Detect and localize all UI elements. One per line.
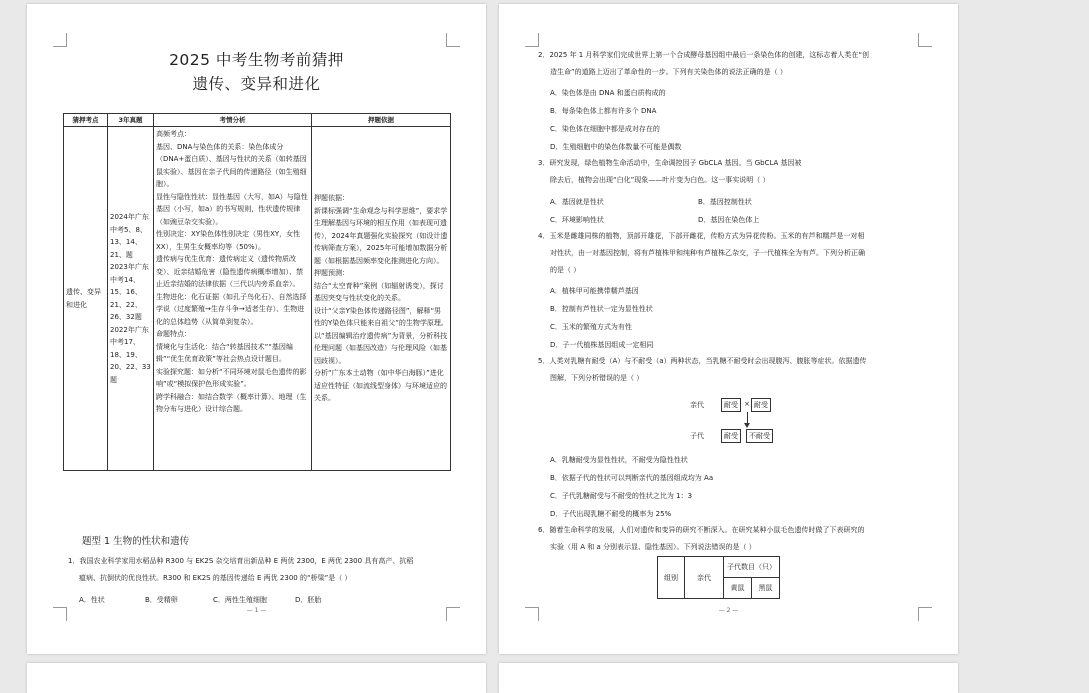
- crop-mark: [446, 33, 460, 47]
- table-header: 考情分析: [154, 114, 312, 127]
- option-c: C．子代乳糖耐受与不耐受的性状之比为 1：3: [550, 492, 693, 500]
- document-title: 2025 中考生物考前猜押: [169, 51, 344, 69]
- child-1-box: 耐受: [721, 429, 741, 443]
- option-c: C．玉米的繁殖方式为有性: [550, 323, 632, 331]
- option-d: D．胚胎: [295, 596, 322, 604]
- option-b: B．受精卵: [145, 596, 178, 604]
- option-d: D．子代出现乳糖不耐受的概率为 25%: [550, 510, 672, 518]
- crop-mark: [918, 33, 932, 47]
- option-b: B．控制有芦性状一定为显性性状: [550, 305, 653, 313]
- question-3-line-2: 除去后，植物会出现“白化”现象——叶片变为白色。这一事实说明（ ）: [550, 176, 770, 184]
- question-2-line-1: 2．2025 年 1 月科学家们完成世界上第一个合成酵母基因组中最后一条染色体的创建，这标志着人类在“创: [538, 51, 870, 59]
- option-a: A．基因就是性状: [550, 198, 604, 206]
- option-a: A．性状: [79, 596, 105, 604]
- table-header: 子代数目（只）: [724, 557, 780, 578]
- question-5-line-2: 图解，下列分析错误的是（ ）: [550, 374, 644, 382]
- table-header: 黑鼠: [752, 578, 780, 599]
- option-d: D．基因在染色体上: [698, 216, 760, 224]
- question-6-line-1: 6．随着生命科学的发展，人们对遗传和变异的研究不断深入。在研究某种小鼠毛色遗传时做了下表研究的: [538, 526, 865, 534]
- parent-1-box: 耐受: [721, 398, 741, 412]
- option-a: A．染色体是由 DNA 和蛋白质构成的: [550, 89, 666, 97]
- question-2-line-2: 造生命”的道路上迈出了革命性的一步。下列有关染色体的说法正确的是（ ）: [550, 68, 787, 76]
- document-page-3: [27, 663, 486, 693]
- table-header: 亲代: [685, 557, 724, 599]
- option-d: D．生殖细胞中的染色体数量不可能是偶数: [550, 143, 682, 151]
- question-1-line-2: 瘟病、抗倒伏的优良性状。R300 和 EK2S 的基因传递给 E 两优 2300 的“桥梁”是（ ）: [79, 574, 352, 582]
- table-cell-topic: 遗传、变异和进化: [64, 127, 108, 471]
- question-6-line-2: 实验（用 A 和 a 分别表示显、隐性基因）。下列说法错误的是（ ）: [550, 543, 756, 551]
- parent-2-box: 耐受: [751, 398, 771, 412]
- page-number: — 1 —: [246, 607, 267, 614]
- table-header: 猜押考点: [64, 114, 108, 127]
- section-heading: 题型 1 生物的性状和遗传: [82, 536, 190, 547]
- option-d: D．子一代植株基因组成一定相同: [550, 341, 654, 349]
- question-4-line-2: 对性状，由一对基因控制，将有芦植株甲和纯种有芦植株乙杂交，子一代植株全为有芦。下列分析正确: [550, 249, 865, 257]
- cross-symbol: ×: [744, 400, 750, 408]
- question-4-line-3: 的是（ ）: [550, 266, 581, 274]
- mouse-experiment-table: [657, 556, 780, 599]
- child-2-box: 不耐受: [746, 429, 773, 443]
- question-4-line-1: 4．玉米是雌雄同株的植物，顶部开雄花，下部开雌花，传粉方式为异花传粉。玉米的有芦和糯芦是一对相: [538, 232, 865, 240]
- option-b: B．基因控制性状: [698, 198, 752, 206]
- document-subtitle: 遗传、变异和进化: [192, 75, 321, 93]
- option-b: B．依据子代的性状可以判断亲代的基因组成均为 Aa: [550, 474, 714, 482]
- option-c: C．两性生殖细胞: [213, 596, 267, 604]
- crop-mark: [525, 33, 539, 47]
- option-c: C．染色体在细胞中都是成对存在的: [550, 125, 660, 133]
- table-header: 押题依据: [312, 114, 451, 127]
- table-cell-analysis: 高频考点： 基因、DNA与染色体的关系：染色体成分（DNA+蛋白质）、基因与性状的关系（如转基因鼠实验）、基因在亲子代间的传递路径（如生殖细胞）。 显性与隐性性状：显性基因（大写，如A）与隐性基因（小写，如a）的书写规则，性状遗传规律（如豌豆杂交实验）。 性别决定：XY染色体性别决定（男性XY，女性XX），生男生女概率均等（50%）。 遗传病与优生优育：遗传病定义（遗传物质改变）、近亲结婚危害（隐性遗传病概率增加）、禁止近亲结婚的法律依据（三代以内旁系血亲）。 生物进化：化石证据（如孔子鸟化石）、自然选择学说（过度繁殖→生存斗争→适者生存）、生物进化的总体趋势（从简单到复杂）。 命题特点： 情境化与生活化：结合“转基因技术”“基因编辑”“优生优育政策”等社会热点设计题目。 实验探究题：如分析“不同环境对鼠毛色遗传的影响”或“模拟保护色形成实验”。 跨学科融合：如结合数学（概率计算）、地理（生物分布与进化）设计综合题。: [154, 127, 312, 471]
- crop-mark: [53, 33, 67, 47]
- table-cell-basis: 押题依据： 新课标强调“生命观念与科学思维”，要求学生理解基因与环境的相互作用（如表现可遗传），2024年真题强化实验探究（如设计遗传病筛查方案），2025年可能增加数据分析题（如根据基因频率变化推测进化方向）。 押题预测： 结合“太空育种”案例（如辐射诱变），探讨基因突变与性状变化的关系。 设计“父亲Y染色体传递路径图”，解释“男性的Y染色体只能来自祖父”的生物学原理。 以“基因编辑治疗遗传病”为背景，分析科技伦理问题（如基因改造）与伦理风险（如基因歧视）。 分析“广东本土动物（如中华白海豚）”进化适应性特征（如流线型身体）与环境适应的关系。: [312, 127, 451, 471]
- exam-analysis-table: [63, 113, 451, 471]
- document-page-2: [499, 4, 958, 654]
- page-number: — 2 —: [718, 607, 739, 614]
- table-cell-years: 2024年广东中考5、8、13、14、21、题 2023年广东中考14、15、16、21、22、26、32题 2022年广东中考17、18、19、20、22、33题: [108, 127, 154, 471]
- option-a: A．植株甲可能携带糯芦基因: [550, 287, 639, 295]
- option-c: C．环境影响性状: [550, 216, 604, 224]
- child-label: 子代: [690, 432, 704, 440]
- question-3-line-1: 3．研究发现，绿色植物生命活动中，生命调控因子 GbCLA 基因。当 GbCLA 基因被: [538, 159, 802, 167]
- parent-label: 亲代: [690, 401, 704, 409]
- document-page-4: [499, 663, 958, 693]
- table-header: 组别: [658, 557, 685, 599]
- document-page-1: [27, 4, 486, 654]
- table-header: 黄鼠: [724, 578, 752, 599]
- table-header: 3年真题: [108, 114, 154, 127]
- question-1-line-1: 1．我国农业科学家用水稻品种 R300 与 EK2S 杂交培育出新品种 E 两优 2300，E 两优 2300 具有高产、抗稻: [68, 557, 414, 565]
- option-a: A．乳糖耐受为显性性状，不耐受为隐性性状: [550, 456, 688, 464]
- arrow-down-icon: [744, 423, 750, 428]
- option-b: B．每条染色体上都有许多个 DNA: [550, 107, 657, 115]
- question-5-line-1: 5．人类对乳糖有耐受（A）与不耐受（a）两种状态，当乳糖不耐受时会出现腹泻、腹胀等症状。依据遗传: [538, 357, 867, 365]
